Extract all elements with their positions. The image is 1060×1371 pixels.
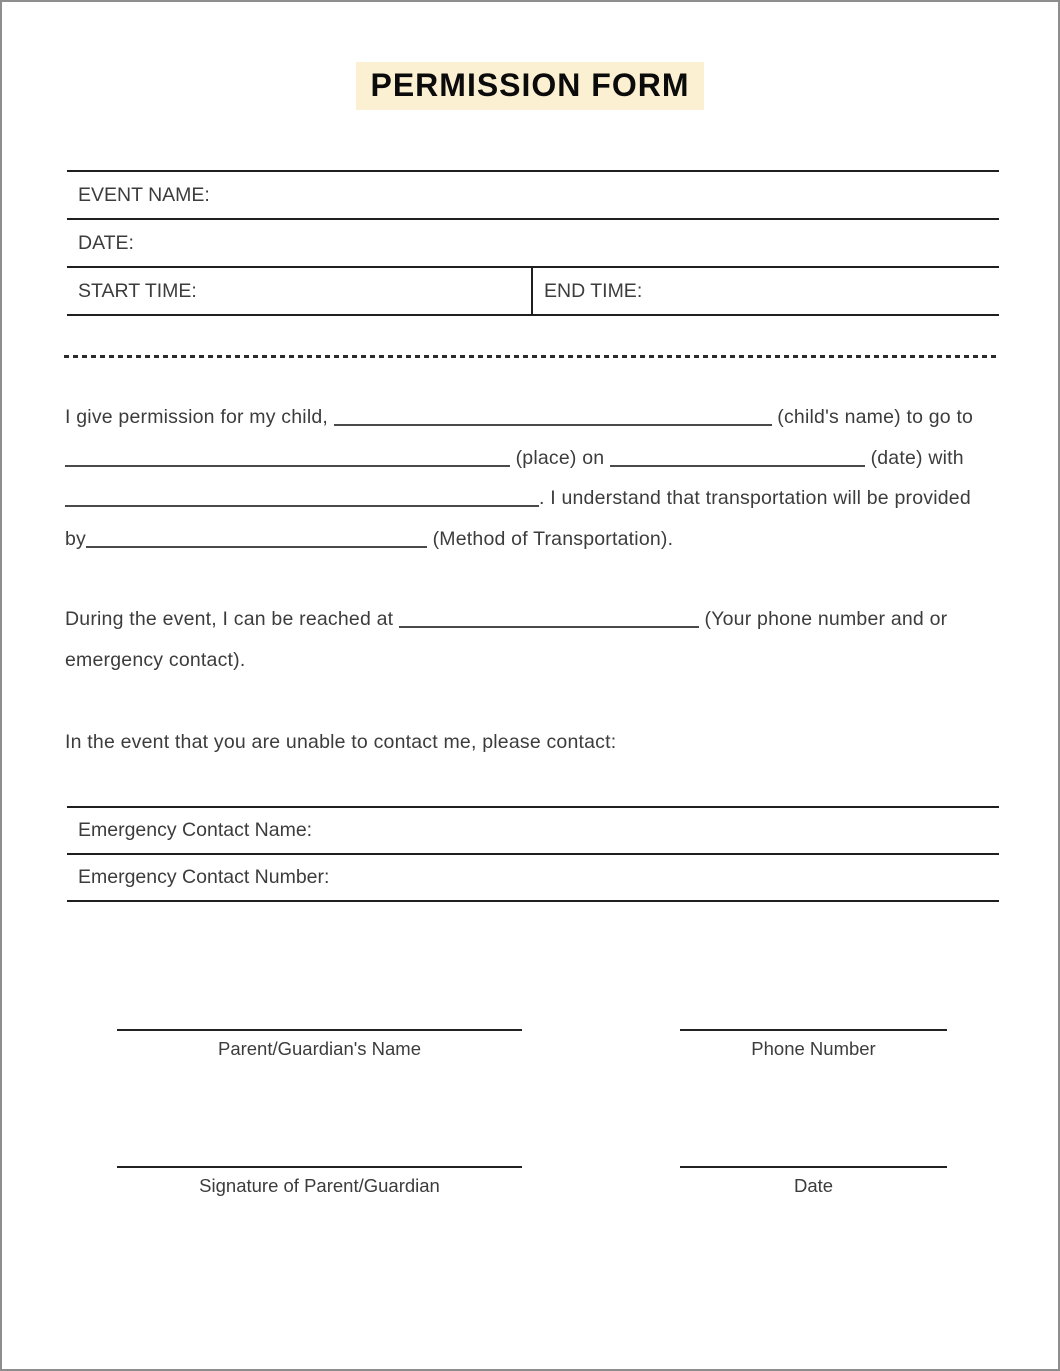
- emergency-contact-name-row: [67, 806, 999, 853]
- emergency-contact-number-row: [67, 853, 999, 902]
- paragraph-text: by: [65, 527, 86, 550]
- fill-in-blank[interactable]: [86, 532, 427, 548]
- paragraph-text: . I understand that transportation will be provided: [539, 487, 971, 509]
- paragraph-text: (Method of Transportation).: [427, 527, 674, 550]
- event-name-row: [67, 170, 999, 218]
- phone-number-signature-line[interactable]: [680, 1029, 947, 1060]
- fill-in-blank[interactable]: [334, 410, 772, 426]
- date-signature-label: Date: [793, 1175, 834, 1196]
- emergency-contact-table: [67, 806, 999, 902]
- paragraph-text: (child's name) to go to: [771, 406, 974, 428]
- paragraph-text: During the event, I can be reached at: [65, 608, 399, 630]
- date-label: DATE:: [78, 231, 134, 254]
- phone-number-label: Phone Number: [751, 1038, 876, 1059]
- reachable-paragraph: [65, 599, 1001, 680]
- fill-in-blank[interactable]: [399, 612, 699, 628]
- page-title: PERMISSION FORM: [356, 62, 703, 110]
- start-time-cell: [67, 268, 533, 314]
- dashed-divider: [64, 355, 998, 358]
- event-name-input-area[interactable]: [210, 172, 999, 218]
- paragraph-text: emergency contact).: [65, 648, 246, 671]
- paragraph-text: (Your phone number and or: [698, 608, 948, 630]
- paragraph-text: I give permission for my child,: [65, 406, 334, 428]
- event-info-table: [67, 170, 999, 316]
- start-time-input-area[interactable]: [197, 268, 531, 314]
- parent-guardian-name-label: Parent/Guardian's Name: [217, 1038, 422, 1059]
- date-input-area[interactable]: [134, 220, 999, 266]
- time-row: [67, 266, 999, 316]
- signature-of-parent-guardian-line[interactable]: [117, 1166, 522, 1197]
- permission-paragraph: [65, 397, 1001, 559]
- fill-in-blank[interactable]: [610, 451, 865, 467]
- end-time-cell: [533, 268, 999, 314]
- event-name-label: EVENT NAME:: [78, 183, 210, 206]
- fill-in-blank[interactable]: [65, 451, 510, 467]
- emergency-contact-number-label: Emergency Contact Number:: [78, 866, 330, 888]
- paragraph-text: (date) with: [864, 446, 964, 469]
- title-wrap: [2, 62, 1058, 110]
- paragraph-text: (place) on: [510, 446, 610, 469]
- parent-guardian-name-signature-line[interactable]: [117, 1029, 522, 1060]
- emergency-contact-name-input-area[interactable]: [312, 808, 999, 853]
- date-signature-line[interactable]: [680, 1166, 947, 1197]
- unable-to-contact-paragraph: In the event that you are unable to contact me, please contact:: [65, 731, 617, 753]
- date-row: [67, 218, 999, 266]
- start-time-label: START TIME:: [78, 279, 197, 302]
- emergency-contact-number-input-area[interactable]: [329, 855, 999, 900]
- end-time-label: END TIME:: [544, 279, 643, 302]
- end-time-input-area[interactable]: [642, 268, 999, 314]
- emergency-contact-name-label: Emergency Contact Name:: [78, 819, 313, 841]
- fill-in-blank[interactable]: [65, 491, 539, 507]
- signature-of-parent-guardian-label: Signature of Parent/Guardian: [199, 1175, 440, 1196]
